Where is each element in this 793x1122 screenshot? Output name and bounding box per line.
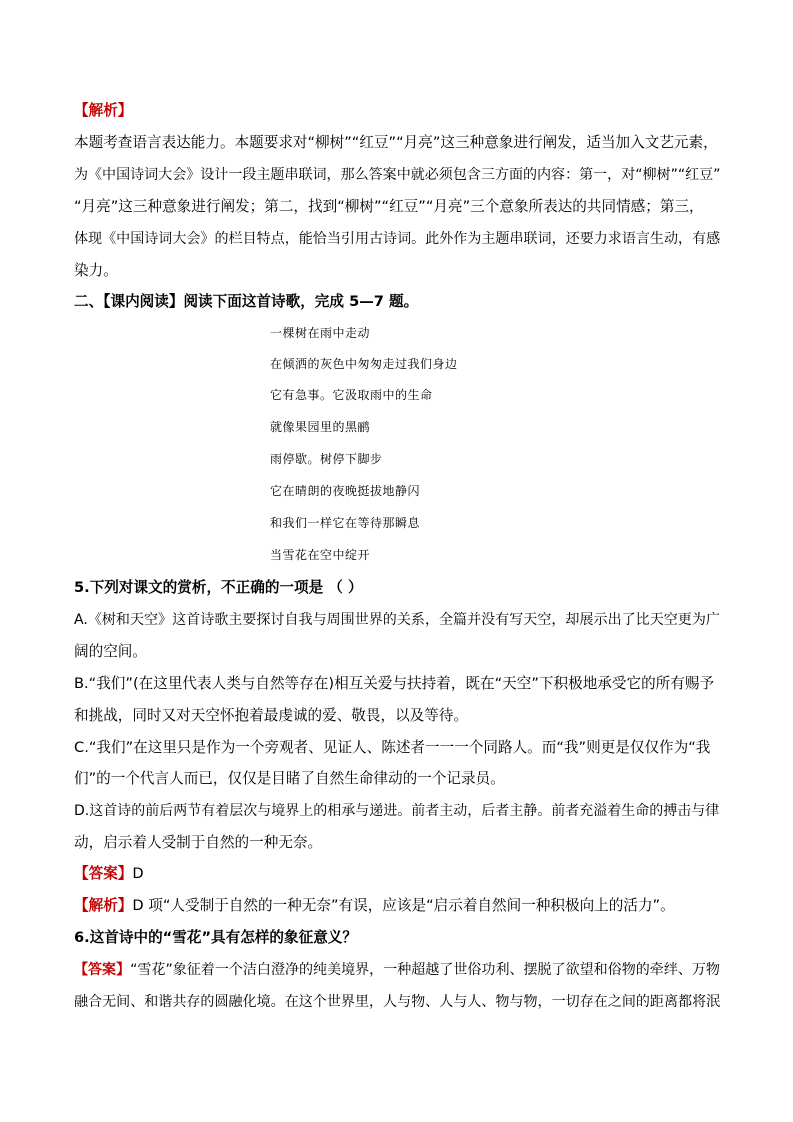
analysis-line: 本题考查语言表达能力。本题要求对“柳树”“红豆”“月亮”这三种意象进行阐发，适当加入文艺元素， <box>74 134 718 151</box>
option-c: C.“我们”在这里只是作为一个旁观者、见证人、陈述者一一一个同路人。而“我”则更是仅仅作为“我 <box>74 739 711 756</box>
question-5-stem: 5.下列对课文的赏析，不正确的一项是 （ ） <box>74 579 363 596</box>
section-heading: 二、【课内阅读】阅读下面这首诗歌，完成 5—7 题。 <box>74 293 419 310</box>
poem-line: 它有急事。它汲取雨中的生命 <box>270 388 433 402</box>
analysis-row <box>74 896 675 916</box>
analysis-tag: 【解析】 <box>74 102 133 119</box>
option-b: B.“我们”(在这里代表人类与自然等存在)相互关爱与扶持着，既在“天空”下积极地承受它的所有赐予 <box>74 675 715 692</box>
option-a-cont: 阔的空间。 <box>74 643 147 660</box>
poem-line: 和我们一样它在等待那瞬息 <box>270 516 421 530</box>
analysis-line: 为《中国诗词大会》设计一段主题串联词，那么答案中就必须包含三方面的内容：第一，对“柳树”“红豆” <box>74 167 721 183</box>
option-c-cont: 们”的一个代言人而已，仅仅是目睹了自然生命律动的一个记录员。 <box>74 770 505 787</box>
question-6-stem: 6.这首诗中的“雪花”具有怎样的象征意义？ <box>74 929 357 946</box>
poem-line: 一棵树在雨中走动 <box>270 326 371 340</box>
poem-line: 就像果园里的黑鹂 <box>270 420 371 434</box>
answer-tag: 【答案】 <box>74 962 131 978</box>
analysis-line: 染力。 <box>74 262 118 279</box>
analysis-tag: 【解析】 <box>74 897 133 914</box>
answer-row <box>74 960 720 980</box>
poem-line: 它在晴朗的夜晚挺拔地静闪 <box>270 484 421 498</box>
poem-line: 在倾洒的灰色中匆匆走过我们身边 <box>270 357 458 371</box>
answer-value: D <box>132 865 144 882</box>
poem-line: 雨停歇。树停下脚步 <box>270 452 383 466</box>
answer-text: “雪花”象征着一个洁白澄净的纯美境界，一种超越了世俗功利、摆脱了欲望和俗物的牵绊、万物 <box>130 962 720 978</box>
option-d-cont: 动，启示着人受制于自然的一种无奈。 <box>74 834 323 851</box>
option-b-cont: 和挑战，同时又对天空怀抱着最虔诚的爱、敬畏，以及等待。 <box>74 707 469 724</box>
option-a: A.《树和天空》这首诗歌主要探讨自我与周围世界的关系，全篇并没有写天空，却展示出了比天空更为广 <box>74 612 720 628</box>
analysis-line: “月亮”这三种意象进行阐发；第二，找到“柳树”“红豆”“月亮”三个意象所表达的共同情感；第三， <box>74 198 704 215</box>
analysis-text: D 项“人受制于自然的一种无奈”有误，应该是“启示着自然间一种积极向上的活力”。 <box>132 897 675 914</box>
answer-tag: 【答案】 <box>74 865 133 882</box>
analysis-line: 体现《中国诗词大会》的栏目特点，能恰当引用古诗词。此外作为主题串联词，还要力求语言生动，有感 <box>74 231 721 247</box>
answer-line: 融合无间、和谐共存的圆融化境。在这个世界里，人与物、人与人、物与物，一切存在之间的距离都将泯 <box>74 994 721 1010</box>
poem-line: 当雪花在空中绽开 <box>270 548 371 562</box>
answer-row <box>74 864 144 884</box>
option-d: D.这首诗的前后两节有着层次与境界上的相承与递进。前者主动，后者主静。前者充溢着生命的搏击与律 <box>74 803 720 819</box>
